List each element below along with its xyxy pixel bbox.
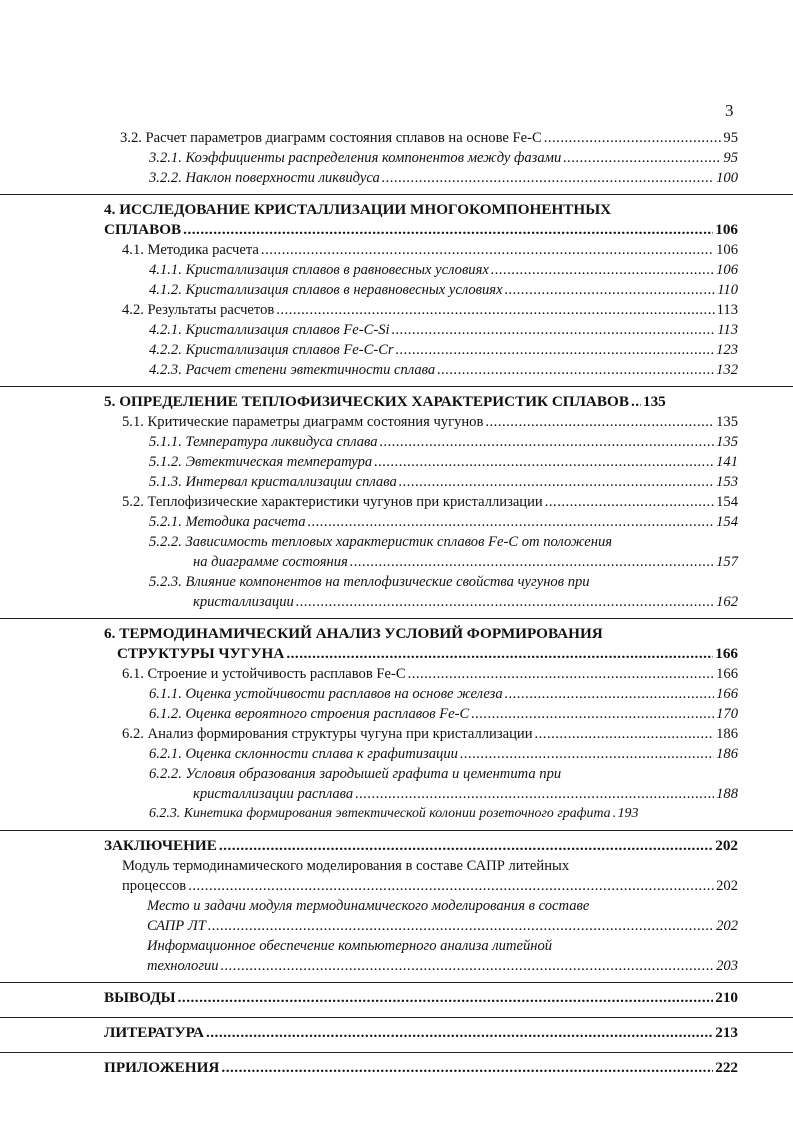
- toc-entry-6-2-3[interactable]: 6.2.3. Кинетика формирования эвтектической колонии розеточного графита ..... 193: [0, 804, 793, 824]
- toc-chapter-6[interactable]: 6. ТЕРМОДИНАМИЧЕСКИЙ АНАЛИЗ УСЛОВИЙ ФОРМИРОВАНИЯ СТРУКТУРЫ ЧУГУНА ..... 166: [0, 618, 793, 664]
- toc-entry-3-2-2[interactable]: 3.2.2. Наклон поверхности ликвидуса ..... 100: [0, 168, 793, 188]
- toc-entry-3-2[interactable]: 3.2. Расчет параметров диаграмм состояния сплавов на основе Fe-C ..... 95: [0, 128, 793, 148]
- toc-entry-4-1[interactable]: 4.1. Методика расчета ..... 106: [0, 240, 793, 260]
- page-number: 3: [725, 101, 734, 120]
- toc-entry-5-1-2[interactable]: 5.1.2. Эвтектическая температура ..... 141: [0, 452, 793, 472]
- toc-entry-place-tasks[interactable]: Место и задачи модуля термодинамического моделирования в составе САПР ЛТ ..... 202: [0, 896, 793, 936]
- toc-entry-5-2-3[interactable]: 5.2.3. Влияние компонентов на теплофизические свойства чугунов при кристаллизации ..... 162: [0, 572, 793, 612]
- toc-entry-4-2[interactable]: 4.2. Результаты расчетов ..... 113: [0, 300, 793, 320]
- toc-chapter-5[interactable]: 5. ОПРЕДЕЛЕНИЕ ТЕПЛОФИЗИЧЕСКИХ ХАРАКТЕРИСТИК СПЛАВОВ ..... 135: [0, 386, 793, 412]
- toc-conclusions[interactable]: ВЫВОДЫ ..... 210: [0, 982, 793, 1008]
- toc-entry-5-1[interactable]: 5.1. Критические параметры диаграмм состояния чугунов ..... 135: [0, 412, 793, 432]
- toc-entry-6-2-2[interactable]: 6.2.2. Условия образования зародышей графита и цементита при кристаллизации расплава ..... 188: [0, 764, 793, 804]
- toc-entry-info-support[interactable]: Информационное обеспечение компьютерного анализа литейной технологии ..... 203: [0, 936, 793, 976]
- toc-entry-5-1-1[interactable]: 5.1.1. Температура ликвидуса сплава ..... 135: [0, 432, 793, 452]
- toc-entry-4-1-2[interactable]: 4.1.2. Кристаллизация сплавов в неравновесных условиях ..... 110: [0, 280, 793, 300]
- toc-entry-4-2-2[interactable]: 4.2.2. Кристаллизация сплавов Fe-C-Cr ..... 123: [0, 340, 793, 360]
- toc-entry-5-1-3[interactable]: 5.1.3. Интервал кристаллизации сплава ..... 153: [0, 472, 793, 492]
- toc-entry-4-1-1[interactable]: 4.1.1. Кристаллизация сплавов в равновесных условиях ..... 106: [0, 260, 793, 280]
- toc-entry-5-2[interactable]: 5.2. Теплофизические характеристики чугунов при кристаллизации ..... 154: [0, 492, 793, 512]
- toc-entry-4-2-1[interactable]: 4.2.1. Кристаллизация сплавов Fe-C-Si ..... 113: [0, 320, 793, 340]
- toc-conclusion[interactable]: ЗАКЛЮЧЕНИЕ ..... 202: [0, 830, 793, 856]
- toc-entry-5-2-2[interactable]: 5.2.2. Зависимость тепловых характеристик сплавов Fe-C от положения на диаграмме состояния ..... 157: [0, 532, 793, 572]
- toc-entry-3-2-1[interactable]: 3.2.1. Коэффициенты распределения компонентов между фазами ..... 95: [0, 148, 793, 168]
- toc-entry-4-2-3[interactable]: 4.2.3. Расчет степени эвтектичности сплава ..... 132: [0, 360, 793, 380]
- toc-chapter-4[interactable]: 4. ИССЛЕДОВАНИЕ КРИСТАЛЛИЗАЦИИ МНОГОКОМПОНЕНТНЫХ СПЛАВОВ ..... 106: [0, 194, 793, 240]
- table-of-contents: [0, 128, 793, 1078]
- toc-appendices[interactable]: ПРИЛОЖЕНИЯ ..... 222: [0, 1052, 793, 1078]
- toc-entry-module[interactable]: Модуль термодинамического моделирования в составе САПР литейных процессов ..... 202: [0, 856, 793, 896]
- toc-entry-6-1-1[interactable]: 6.1.1. Оценка устойчивости расплавов на основе железа ..... 166: [0, 684, 793, 704]
- toc-references[interactable]: ЛИТЕРАТУРА ..... 213: [0, 1017, 793, 1043]
- toc-entry-6-2-1[interactable]: 6.2.1. Оценка склонности сплава к графитизации ..... 186: [0, 744, 793, 764]
- toc-entry-6-2[interactable]: 6.2. Анализ формирования структуры чугуна при кристаллизации ..... 186: [0, 724, 793, 744]
- toc-entry-6-1-2[interactable]: 6.1.2. Оценка вероятного строения расплавов Fe-C ..... 170: [0, 704, 793, 724]
- toc-entry-6-1[interactable]: 6.1. Строение и устойчивость расплавов Fe-C ..... 166: [0, 664, 793, 684]
- toc-entry-5-2-1[interactable]: 5.2.1. Методика расчета ..... 154: [0, 512, 793, 532]
